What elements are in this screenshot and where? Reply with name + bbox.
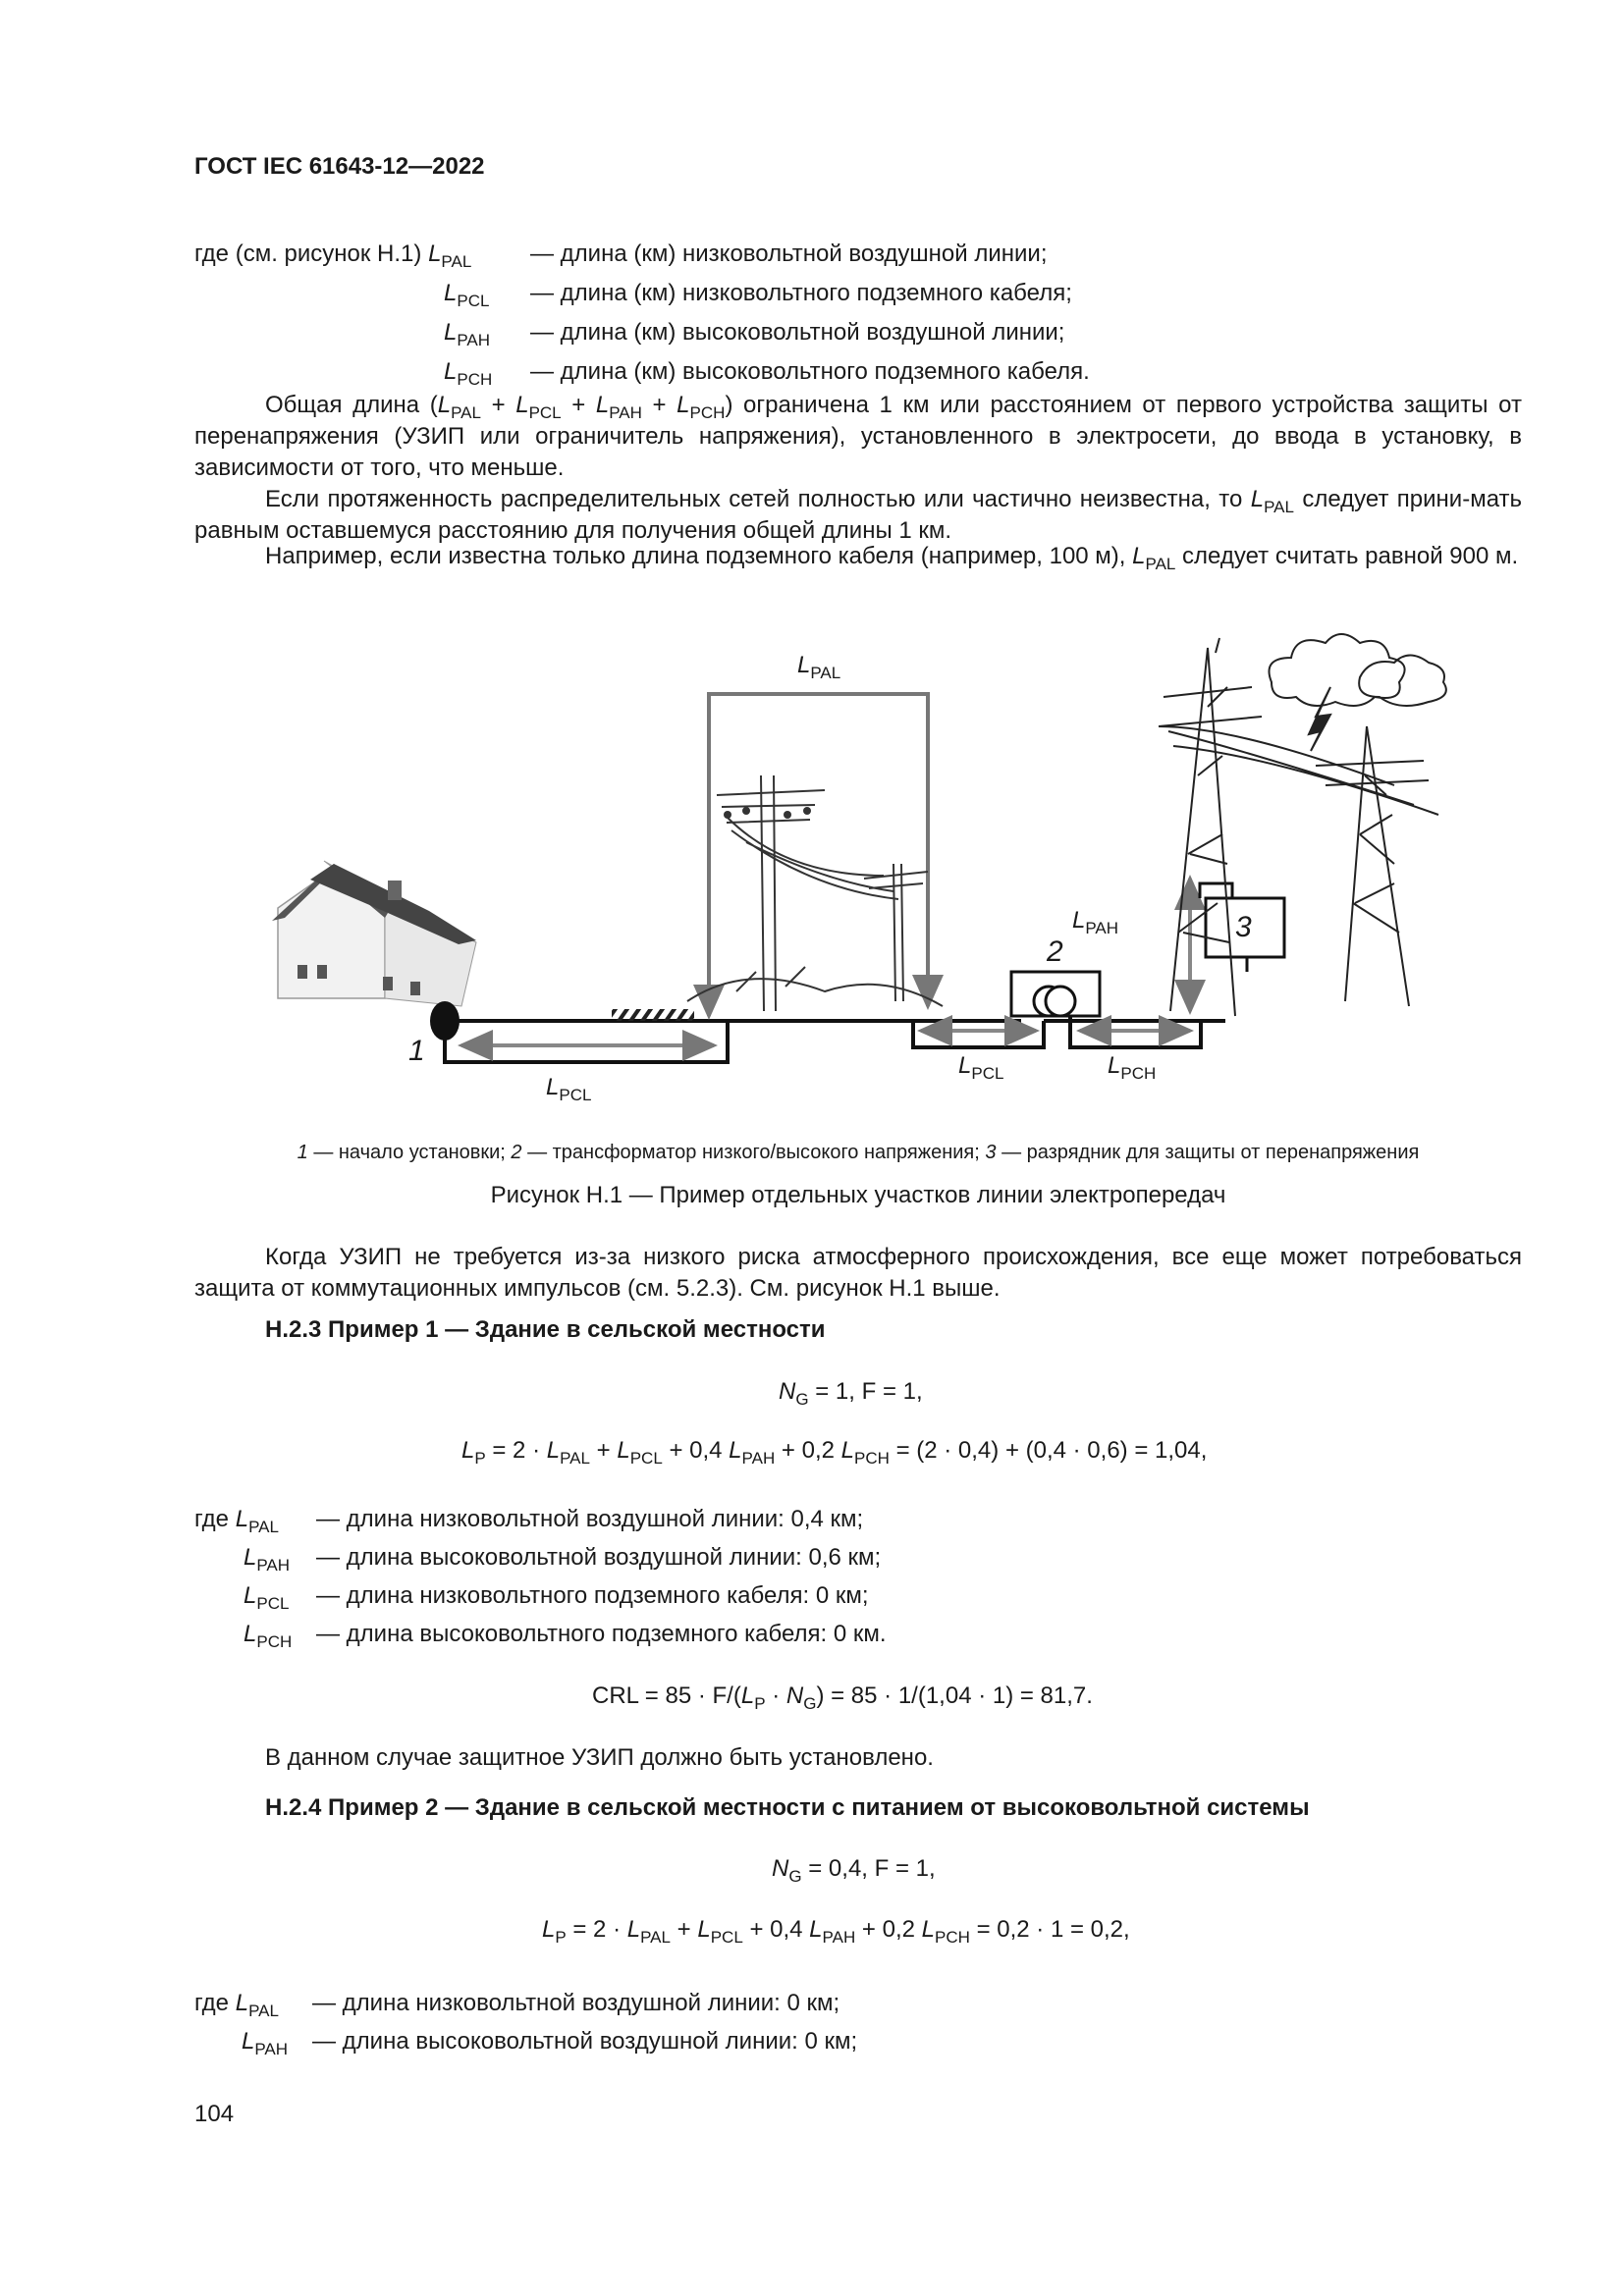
paragraph-example: Например, если известна только длина подземного кабеля (например, 100 м), $L_{PAL}$ следует считать равной 900 м. <box>265 543 1519 573</box>
def-text: — длина (км) высоковольтной воздушной линии; <box>530 319 1065 346</box>
example1-heading: H.2.3 Пример 1 — Здание в сельской местности <box>265 1316 826 1343</box>
document-header: ГОСТ IEC 61643-12—2022 <box>194 153 485 180</box>
label-number-1: 1 <box>408 1035 425 1067</box>
equation-ng-2: $N_G = 0,4$, F = 1, <box>772 1855 936 1886</box>
def-text: — длина (км) низковольтного подземного кабеля; <box>530 280 1072 306</box>
ex2-where: где $L_{PAL}$ <box>194 1990 279 2020</box>
ex1-def-text: — длина низковольтного подземного кабеля: 0 км; <box>316 1582 869 1609</box>
example1-conclusion: В данном случае защитное УЗИП должно быть установлено. <box>265 1744 934 1771</box>
def-symbol: $L_{PCL}$ <box>444 280 490 310</box>
equation-lp-2: $L_P = 2 \cdot L_{PAL} + L_{PCL} + 0,4$ $L_{PAH} + 0,2$ $L_{PCH} = 0,2 \cdot 1 = 0,2$, <box>542 1916 1130 1947</box>
paragraph-switching-impulses: Когда УЗИП не требуется из-за низкого риска атмосферного происхождения, все еще может потребоваться защита от коммутационных импульсов (см. 5.2.3). См. рисунок H.1 выше. <box>194 1244 1522 1302</box>
lv-underground-cable <box>445 1019 728 1062</box>
def-text: — длина (км) низковольтной воздушной линии; <box>530 240 1048 267</box>
label-lpah: $L_{PAH}$ <box>1072 907 1119 937</box>
defs-intro: где (см. рисунок H.1) $L_{PAL}$ <box>194 240 472 271</box>
ex1-def-symbol: $L_{PCL}$ <box>244 1582 290 1613</box>
ex2-def-text: — длина высоковольтной воздушной линии: 0 км; <box>312 2028 858 2055</box>
paragraph-total-length: Общая длина $(L_{PAL} + L_{PCL} + L_{PAH} + L_{PCH})$ ограничена 1 км или расстоянием от первого устройства защиты от перенапряжения (УЗИП или ограничитель напряжения), установленного в электросети, до ввода в установку, в зависимости от того, что меньше. <box>194 392 1522 481</box>
label-number-2: 2 <box>1047 935 1063 968</box>
def-text: — длина (км) высоковольтного подземного кабеля. <box>530 358 1090 385</box>
hv-pylon-icon <box>1316 726 1429 1006</box>
label-lpcl-right: $L_{PCL}$ <box>958 1052 1004 1083</box>
ex1-def-symbol: $L_{PAH}$ <box>244 1544 291 1575</box>
ex1-def-text: — длина высоковольтного подземного кабеля: 0 км. <box>316 1621 887 1647</box>
ex2-def-text: — длина низковольтной воздушной линии: 0 км; <box>312 1990 840 2016</box>
equation-lp-1: $L_P = 2 \cdot L_{PAL} + L_{PCL} + 0,4$ $L_{PAH} + 0,2$ $L_{PCH} = (2 \cdot 0,4) + (0,4 \cdot 0,6) = 1,04$, <box>461 1437 1208 1468</box>
ex1-def-text: — длина высоковольтной воздушной линии: 0,6 км; <box>316 1544 882 1571</box>
label-number-3: 3 <box>1235 911 1252 943</box>
paragraph-unknown-length: Если протяженность распределительных сетей полностью или частично неизвестна, то $L_{PAL}$ следует прини-мать равным оставшемуся расстоянию для получения общей длины 1 км. <box>194 486 1523 544</box>
thundercloud-icon <box>1270 634 1446 751</box>
ex1-where: где $L_{PAL}$ <box>194 1506 279 1536</box>
label-lpcl-left: $L_{PCL}$ <box>546 1074 592 1104</box>
lv-pole-icon <box>687 775 943 1011</box>
ex1-def-text: — длина низковольтной воздушной линии: 0,4 км; <box>316 1506 864 1532</box>
equation-crl-1: CRL = $85 \cdot F/(L_P \cdot N_G) = 85 \cdot 1/(1,04 \cdot 1) = 81,7$. <box>592 1682 1093 1713</box>
ex2-def-symbol: $L_{PAH}$ <box>242 2028 289 2058</box>
label-lpal: $L_{PAL}$ <box>797 652 841 682</box>
label-lpch: $L_{PCH}$ <box>1108 1052 1157 1083</box>
house-icon <box>272 861 476 1006</box>
page-number: 104 <box>194 2101 235 2127</box>
ex1-def-symbol: $L_{PCH}$ <box>244 1621 293 1651</box>
figure-legend: 1 — начало установки; 2 — трансформатор низкого/высокого напряжения; 3 — разрядник для защиты от перенапряжения <box>297 1142 1420 1163</box>
def-symbol: $L_{PCH}$ <box>444 358 493 389</box>
def-symbol: $L_{PAH}$ <box>444 319 491 349</box>
example2-heading: H.2.4 Пример 2 — Здание в сельской местности с питанием от высоковольтной системы <box>265 1794 1310 1821</box>
figure-caption: Рисунок H.1 — Пример отдельных участков линии электропередач <box>490 1182 1226 1208</box>
equation-ng-1: $N_G = 1$, F = 1, <box>779 1378 923 1409</box>
